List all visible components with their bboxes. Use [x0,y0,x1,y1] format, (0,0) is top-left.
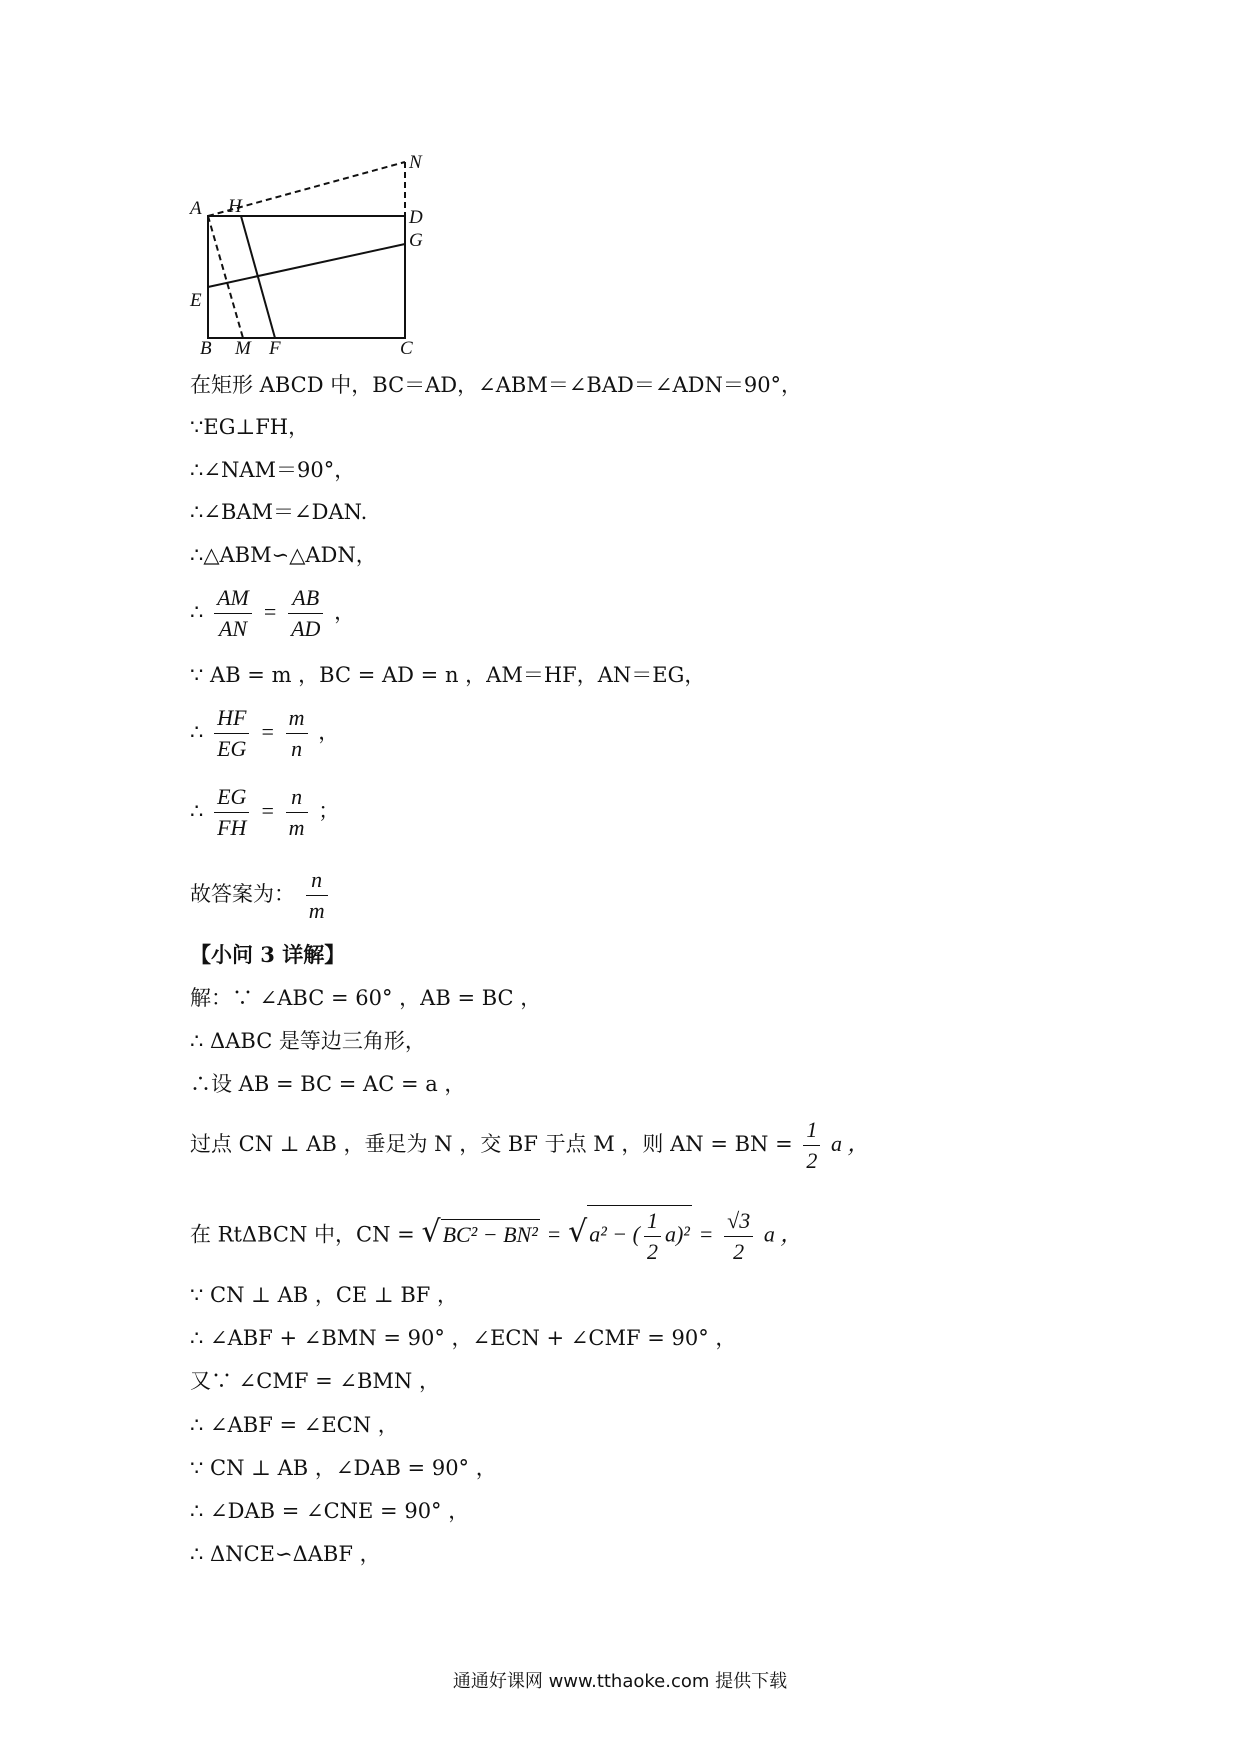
text-line: ∴设 AB = BC = AC = a ， [190,1072,466,1096]
label-h: H [228,196,242,217]
label-f: F [269,338,281,358]
label-b: B [200,338,212,358]
text-line: ∵EG⊥FH， [190,415,310,439]
therefore-symbol: ∴ [190,600,204,624]
text-line: ∵ CN ⊥ AB ，∠DAB = 90° ， [190,1456,497,1480]
text-line: ∴∠BAM＝∠DAN. [190,500,368,524]
label-m: M [235,338,251,358]
fraction: $\frac{m}{n}$ [286,703,308,764]
label-g: G [409,230,423,251]
segment-am [208,216,243,338]
label-c: C [400,338,413,358]
text-line: 解：∵ ∠ABC = 60° ，AB = BC ， [190,986,542,1010]
text-line: ∴ ∠DAB = ∠CNE = 90° ， [190,1499,470,1523]
perpendicular-line: 过点 CN ⊥ AB ，垂足为 N ，交 BF 于点 M ，则 AN = BN = $\frac{1}{2}$ a ， [190,1115,870,1176]
text-line: ∴ ΔNCE∽ΔABF ， [190,1542,381,1566]
half-fraction: $\frac{1}{2}$ [803,1115,820,1176]
label-a: A [190,198,202,219]
text-line: ∵ CN ⊥ AB ，CE ⊥ BF ， [190,1283,459,1307]
result-fraction: $\frac{√3}{2}$ [724,1206,753,1267]
label-d: D [409,207,423,228]
text-line: ∴∠NAM＝90°， [190,458,356,482]
fraction: $\frac{n}{m}$ [286,782,308,843]
rectangle-figure [185,148,425,358]
fraction-line-2: ∴ $\frac{HF}{EG}$ = $\frac{m}{n}$ ， [190,703,339,764]
label-n: N [409,152,422,173]
fraction-line-1: ∴ $\frac{AM}{AN}$ = $\frac{AB}{AD}$ ， [190,583,355,644]
footer-watermark: 通通好课网 www.tthaoke.com 提供下载 [452,1671,788,1692]
fraction: $\frac{AM}{AN}$ [214,583,252,644]
text-line: ∴△ABM∽△ADN， [190,543,377,567]
text-line: 又∵ ∠CMF = ∠BMN ， [190,1369,440,1393]
answer-line: 故答案为： $\frac{n}{m}$ [190,865,332,926]
text-line: ∴ ΔABC 是等边三角形， [190,1029,426,1053]
rectangle-abcd [208,216,405,338]
text-line: 在矩形 ABCD 中，BC＝AD，∠ABM＝∠BAD＝∠ADN＝90°， [190,373,803,397]
fraction: $\frac{HF}{EG}$ [214,703,249,764]
fraction-line-3: ∴ $\frac{EG}{FH}$ = $\frac{n}{m}$ ； [190,782,339,843]
answer-fraction: $\frac{n}{m}$ [306,865,328,926]
segment-eg [208,244,405,287]
right-triangle-line: 在 RtΔBCN 中，CN = √BC² − BN² = √a² − ( $\frac{1}{2}$ a)² = $\frac{√3}{2}$ a ， [190,1205,802,1267]
fraction: $\frac{AB}{AD}$ [288,583,323,644]
section-heading: 【小问 3 详解】 [190,942,346,967]
text-line: ∴ ∠ABF + ∠BMN = 90° ，∠ECN + ∠CMF = 90° ， [190,1326,737,1350]
fraction: $\frac{EG}{FH}$ [214,782,249,843]
text-line: ∵ AB = m ，BC = AD = n ，AM＝HF，AN＝EG， [190,663,706,687]
text-line: ∴ ∠ABF = ∠ECN ， [190,1413,399,1437]
label-e: E [190,290,202,311]
